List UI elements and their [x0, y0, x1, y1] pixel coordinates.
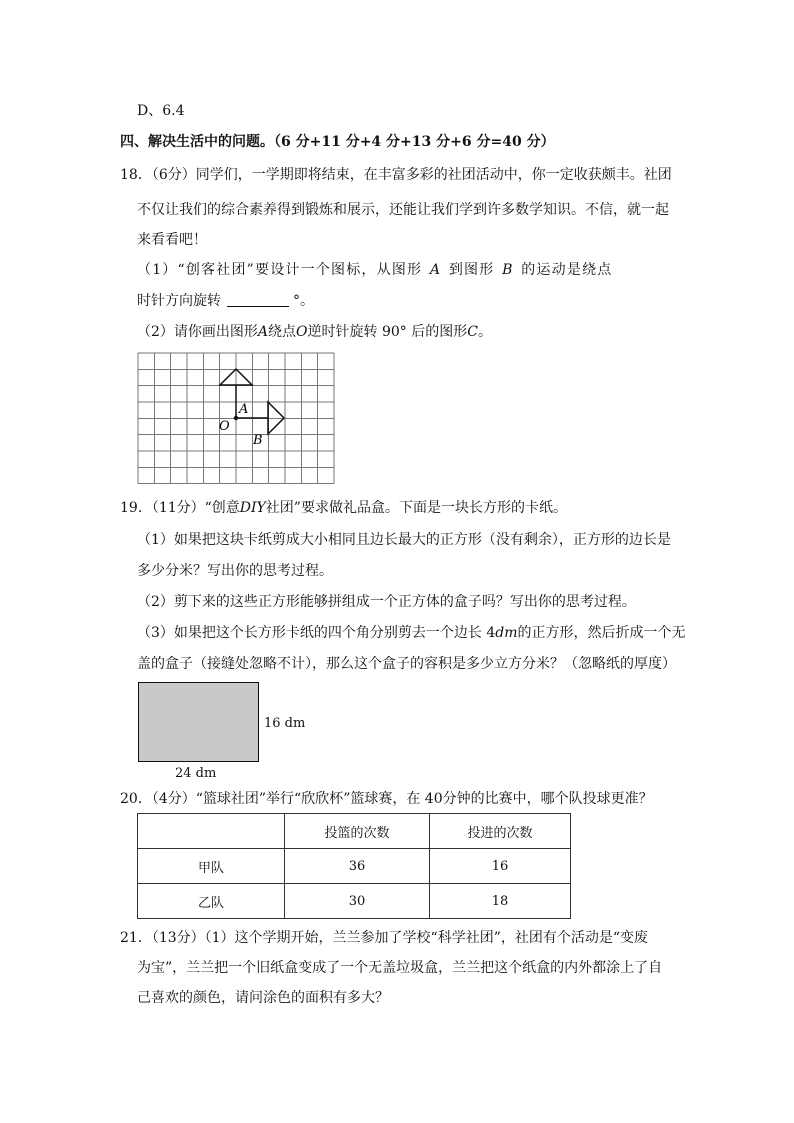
q18-line-3: 来看看吧！ — [137, 232, 207, 248]
rect-width-label: 24 dm — [175, 766, 217, 781]
q18-part1-text-b: 到图形 — [448, 262, 495, 278]
q18-part2-text-c: 逆时针旋转 90° 后的图形 — [307, 324, 468, 340]
q18-part2-text-b: 绕点 — [268, 324, 297, 340]
q19-part3-line-1 — [137, 623, 686, 643]
table-cell: 乙队 — [138, 884, 285, 919]
table-cell: 16 — [430, 849, 571, 884]
q19-part3-text-b: 的正方形，然后折成一个无 — [517, 625, 686, 641]
q18-line-1: 18．（6分）同学们，一学期即将结束，在丰富多彩的社团活动中，你一定收获颇丰。社团 — [120, 167, 672, 183]
q21-line-2: 为宝”，兰兰把一个旧纸盒变成了一个无盖垃圾盒，兰兰把这个纸盒的内外都涂上了自 — [137, 960, 663, 976]
q18-part1-text-d: 时针方向旋转 — [137, 293, 221, 309]
point-o — [234, 416, 238, 420]
q19-text-b: 社团”要求做礼品盒。下面是一块长方形的卡纸。 — [265, 500, 567, 516]
q18-part2-point-o: O — [296, 324, 308, 340]
q18-part1-text-c: 的运动是绕点 — [521, 262, 613, 278]
q20-line-1: 20．（4分）“篮球社团”举行“欣欣杯”篮球赛，在 40分钟的比赛中，哪个队投球更准？ — [120, 791, 653, 807]
q18-part1-text-e: °。 — [293, 293, 314, 309]
q19-part2: （2）剪下来的这些正方形能够拼组成一个正方体的盒子吗？写出你的思考过程。 — [137, 594, 636, 610]
grid-label-a: A — [239, 402, 249, 417]
q19-part3-unit: dm — [495, 625, 518, 641]
section-title: 四、解决生活中的问题。（6 分+11 分+4 分+13 分+6 分=40 分） — [120, 134, 555, 150]
option-d: D、6.4 — [137, 103, 185, 119]
shooting-table — [137, 813, 571, 919]
table-cell: 30 — [285, 884, 430, 919]
table-cell: 36 — [285, 849, 430, 884]
table-cell: 18 — [430, 884, 571, 919]
q19-part3-text-a: （3）如果把这个长方形卡纸的四个角分别剪去一个边长 4 — [137, 625, 496, 641]
q19-part3-line-2: 盖的盒子（接缝处忽略不计），那么这个盒子的容积是多少立方分米？（忽略纸的厚度） — [137, 656, 676, 672]
table-header-cell — [138, 814, 285, 849]
table-header-cell: 投进的次数 — [430, 814, 571, 849]
grid-label-b: B — [253, 433, 263, 448]
q21-line-1: 21．（13分）（1）这个学期开始，兰兰参加了学校“科学社团”，社团有个活动是“变废 — [120, 930, 649, 946]
q19-diy: DIY — [239, 500, 266, 516]
table-row — [138, 884, 571, 919]
q19-line-1 — [120, 498, 567, 518]
table-row — [138, 849, 571, 884]
grid-label-o: O — [219, 419, 230, 434]
q18-line-2: 不仅让我们的综合素养得到锻炼和展示，还能让我们学到许多数学知识。不信，就一起 — [137, 202, 669, 218]
q18-part2-shape-c: C — [467, 324, 478, 340]
q18-part2-text-d: 。 — [477, 324, 492, 340]
q19-text-a: 19．（11分）“创意 — [120, 500, 240, 516]
q18-part1-shape-b: B — [502, 262, 514, 278]
table-cell: 甲队 — [138, 849, 285, 884]
q19-part1-line-1: （1）如果把这块卡纸剪成大小相同且边长最大的正方形（没有剩余），正方形的边长是 — [137, 532, 671, 548]
table-header-cell: 投篮的次数 — [285, 814, 430, 849]
q18-part1-text-a: （1）“创客社团”要设计一个图标，从图形 — [137, 262, 423, 278]
q18-part2-text-a: （2）请你画出图形 — [137, 324, 258, 340]
rect-height-label: 16 dm — [264, 716, 306, 731]
table-header-row — [138, 814, 571, 849]
q18-part1-shape-a: A — [429, 262, 442, 278]
q21-line-3: 己喜欢的颜色，请问涂色的面积有多大？ — [137, 990, 389, 1006]
cardboard-rectangle — [138, 682, 259, 762]
q19-part1-line-2: 多少分米？写出你的思考过程。 — [137, 563, 333, 579]
q18-part2-shape-a: A — [257, 324, 269, 340]
